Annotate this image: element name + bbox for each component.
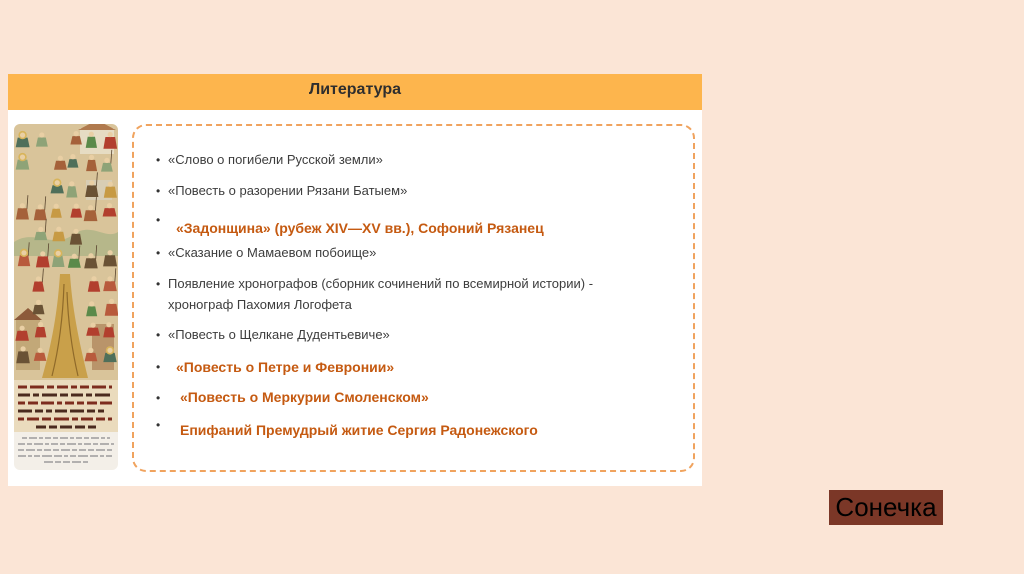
list-item-text: Появление хронографов (сборник сочинений по всемирной истории) -	[168, 276, 594, 291]
manuscript-illustration-svg	[14, 124, 118, 470]
header-bar	[8, 74, 702, 110]
list-item	[134, 275, 689, 312]
author-badge: Сонечка	[829, 490, 943, 525]
manuscript-illustration	[14, 124, 118, 470]
literature-list	[132, 124, 695, 472]
list-item-text: Епифаний Премудрый житие Сергия Радонежского	[180, 422, 538, 438]
list-item	[134, 388, 689, 406]
bullet-icon: •	[156, 153, 161, 167]
list-item-text: «Слово о погибели Русской земли»	[168, 152, 383, 167]
bullet-icon: •	[156, 246, 161, 260]
bullet-icon: •	[156, 328, 161, 342]
list-item	[134, 326, 689, 344]
list-item	[134, 358, 689, 376]
list-item-text: «Повесть о Петре и Февронии»	[176, 359, 395, 375]
list-item	[134, 418, 689, 439]
list-item	[134, 213, 689, 237]
list-item-text: «Задонщина» (рубеж XIV—XV вв.), Софоний Рязанец	[176, 220, 544, 236]
list-item-text: «Повесть о Щелкане Дудентьевиче»	[168, 327, 390, 342]
list-item-text-continuation: хронограф Пахомия Логофета	[168, 297, 352, 312]
bullet-icon: •	[156, 277, 161, 291]
list-item	[134, 182, 689, 200]
bullet-icon: •	[156, 418, 161, 432]
bullet-icon: •	[156, 360, 161, 374]
list-item-text: «Повесть о разорении Рязани Батыем»	[168, 183, 408, 198]
bullet-icon: •	[156, 213, 161, 227]
bullet-icon: •	[156, 184, 161, 198]
slide-panel	[8, 74, 702, 486]
list-item-text: «Повесть о Меркурии Смоленском»	[180, 389, 429, 405]
list-item-text: «Сказание о Мамаевом побоище»	[168, 245, 377, 260]
list-item	[134, 244, 689, 262]
section-title: Литература	[308, 81, 402, 98]
list-item	[134, 151, 689, 169]
bullet-icon: •	[156, 391, 161, 405]
